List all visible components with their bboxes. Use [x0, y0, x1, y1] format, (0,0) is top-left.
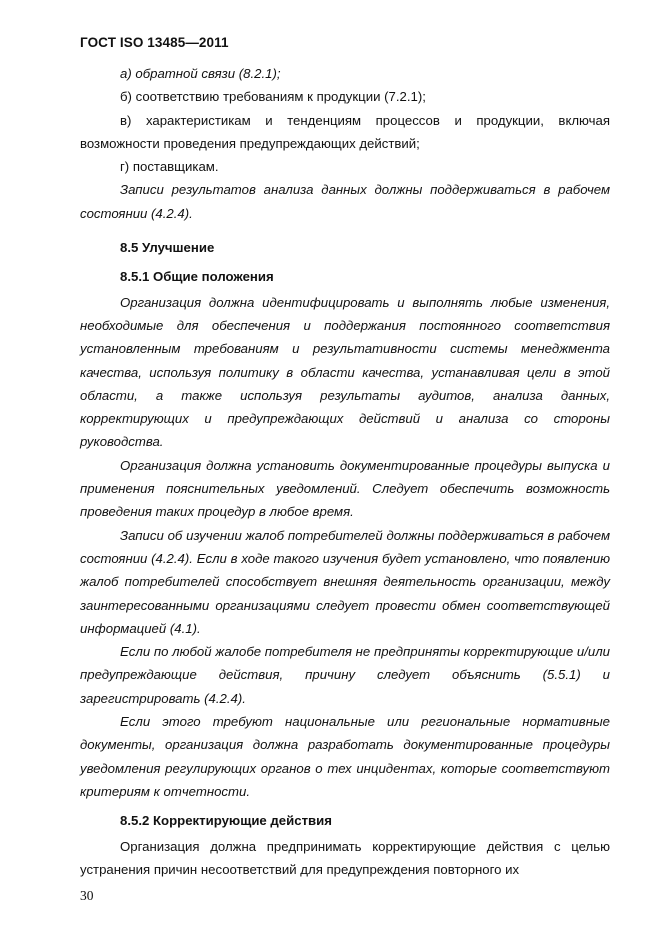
list-item-a: а) обратной связи (8.2.1); — [120, 66, 281, 81]
section-heading-8-5-2: 8.5.2 Корректирующие действия — [120, 813, 332, 829]
paragraph-corrective-1: Организация должна предпринимать корректирующие действия с целью устранения причин несоответствий для предупреждения повторного их — [80, 838, 610, 877]
paragraph-general-1: Организация должна идентифицировать и выполнять любые изменения, необходимые для обеспечения и поддержания постоянного соответствия установленным требованиям и результативности системы менеджмента качества, используя политику в области качества, устанавливая цели в этой области, а также используя результаты аудитов, анализа данных, корректирующих и предупреждающих действий и анализа со стороны руководства. — [80, 294, 610, 450]
page-number: 30 — [80, 888, 94, 903]
document-header: ГОСТ ISO 13485—2011 — [80, 35, 229, 50]
paragraph-general-4: Если по любой жалобе потребителя не предприняты корректирующие и/или предупреждающие действия, причину следует объяснить (5.5.1) и зарегистрировать (4.2.4). — [80, 644, 610, 706]
list-item-g: г) поставщикам. — [120, 159, 219, 175]
paragraph-general-5: Если этого требуют национальные или региональные нормативные документы, организация должна разработать документированные процедуры уведомления регулирующих органов о тех инцидентах, которые соответствуют критериям к отчетности. — [80, 714, 610, 799]
paragraph-general-3: Записи об изучении жалоб потребителей должны поддерживаться в рабочем состоянии (4.2.4). Если в ходе такого изучения будет установлено, что появлению жалоб потребителей способствует внешняя деятельность организации, между заинтересованными организациями следует провести обмен соответствующей информацией (4.1). — [80, 527, 610, 636]
section-heading-8-5: 8.5 Улучшение — [120, 240, 215, 256]
list-item-v: в) характеристикам и тенденциям процессов и продукции, включая возможности проведения предупреждающих действий; — [80, 112, 610, 151]
section-heading-8-5-1: 8.5.1 Общие положения — [120, 269, 274, 285]
list-item-b: б) соответствию требованиям к продукции (7.2.1); — [120, 89, 426, 105]
paragraph-records-analysis: Записи результатов анализа данных должны поддерживаться в рабочем состоянии (4.2.4). — [80, 182, 610, 221]
document-body — [80, 62, 610, 881]
paragraph-general-2: Организация должна установить документированные процедуры выпуска и применения пояснительных уведомлений. Следует обеспечить возможность проведения таких процедур в любое время. — [80, 457, 610, 520]
